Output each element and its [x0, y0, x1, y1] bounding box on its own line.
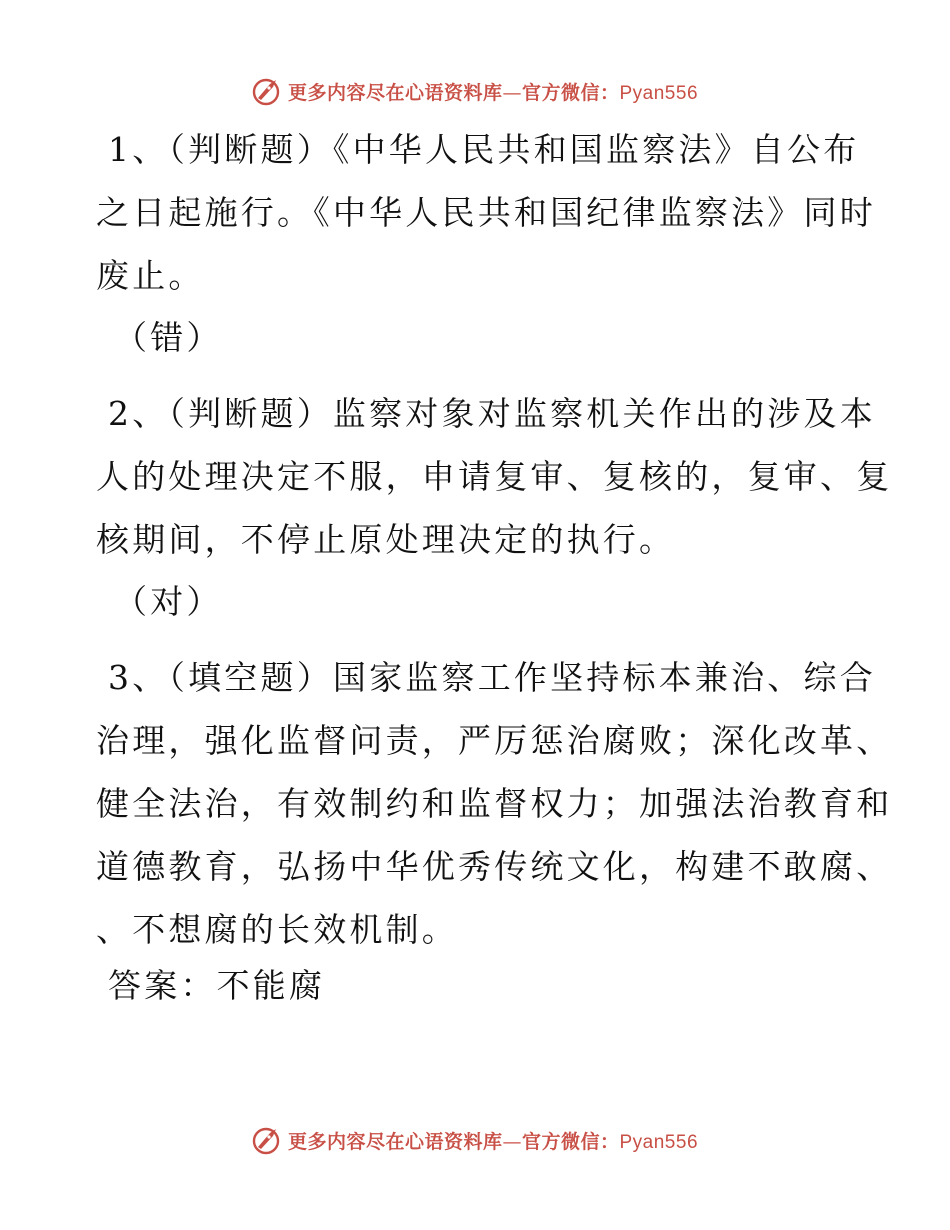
banner-text [288, 78, 698, 105]
question-2-line-1: 2、（判断题）监察对象对监察机关作出的涉及本 [108, 394, 876, 433]
wechat-label: 官方微信： [521, 81, 620, 104]
question-3-line-4: 道德教育，弘扬中华优秀传统文化，构建不敢腐、 [96, 847, 893, 886]
banner-text [288, 1127, 698, 1154]
question-1-line-2: 之日起施行。《中华人民共和国纪律监察法》同时 [96, 193, 876, 232]
banner-separator: — [502, 1130, 522, 1153]
wechat-label: 官方微信： [521, 1130, 620, 1153]
brand-text: 更多内容尽在心语资料库 [287, 1130, 503, 1153]
question-3-line-1: 3、（填空题）国家监察工作坚持标本兼治、综合 [108, 658, 876, 697]
answer-1 [96, 306, 223, 369]
pen-nib-logo-icon [252, 76, 282, 106]
answer-3-text: 答案：不能腐 [108, 966, 326, 1005]
wechat-id: Pyan556 [619, 1131, 699, 1153]
answer-1-text: （错） [114, 318, 223, 357]
answer-2-text: （对） [114, 582, 223, 621]
question-3-line-2: 治理，强化监督问责，严厉惩治腐败；深化改革、 [96, 721, 893, 760]
question-3-line-3: 健全法治，有效制约和监督权力；加强法治教育和 [96, 784, 893, 823]
answer-2 [96, 570, 223, 633]
question-1 [96, 118, 876, 307]
question-2 [96, 382, 892, 571]
wechat-id: Pyan556 [619, 82, 699, 104]
pen-nib-logo-icon [252, 1125, 282, 1155]
banner-separator: — [502, 81, 522, 104]
question-3 [96, 646, 892, 961]
question-2-line-3: 核期间，不停止原处理决定的执行。 [96, 520, 676, 559]
header-banner [0, 71, 950, 111]
question-3-line-5: 、不想腐的长效机制。 [96, 910, 458, 949]
answer-3 [96, 954, 325, 1017]
footer-banner [0, 1120, 950, 1160]
question-1-line-1: 1、（判断题）《中华人民共和国监察法》自公布 [108, 130, 860, 169]
question-1-line-3: 废止。 [96, 256, 205, 295]
question-2-line-2: 人的处理决定不服，申请复审、复核的，复审、复 [96, 457, 893, 496]
brand-text: 更多内容尽在心语资料库 [287, 81, 503, 104]
